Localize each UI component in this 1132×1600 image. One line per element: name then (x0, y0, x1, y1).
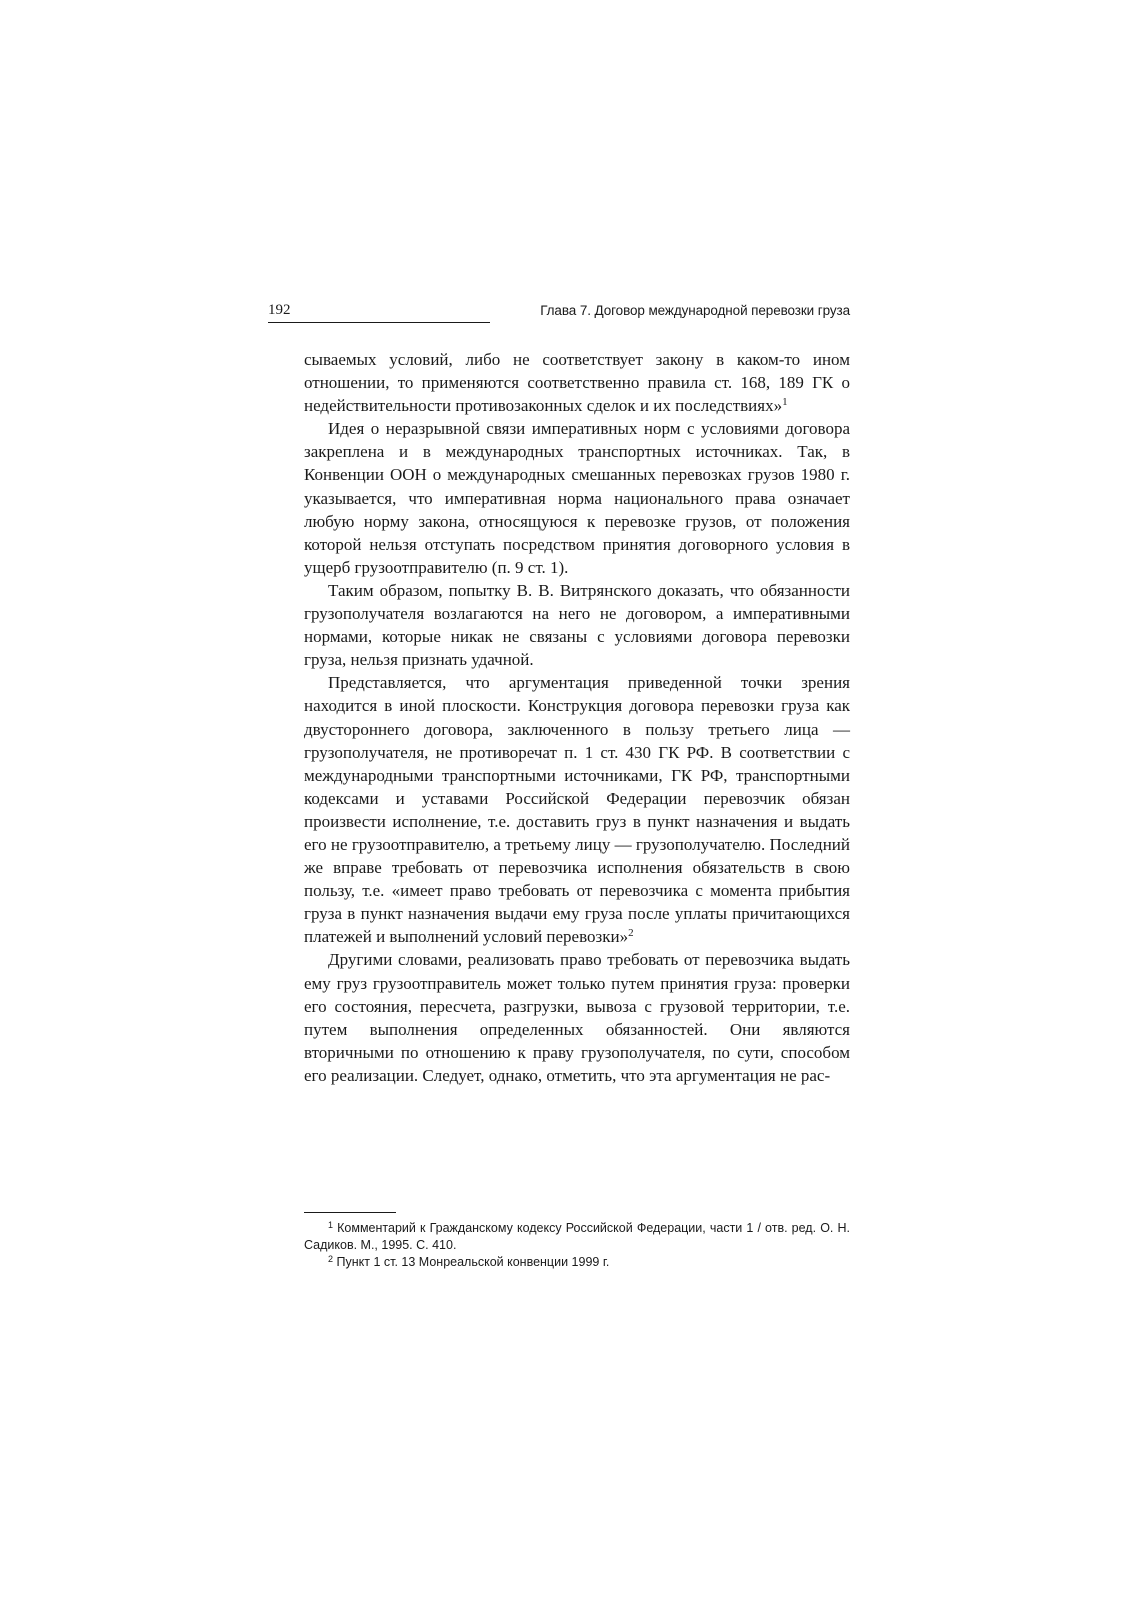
paragraph (304, 417, 850, 579)
footnote-mark: 1 (328, 1220, 334, 1230)
footnotes (304, 1220, 850, 1271)
paragraph-text: сываемых условий, либо не соответствует закону в каком-то ином отношении, то применяются соответственно правила ст. 168, 189 ГК о недействительности противозаконных сделок и их последствиях» (304, 350, 850, 416)
footnote (304, 1254, 850, 1271)
header-rule (268, 322, 490, 323)
chapter-title: Глава 7. Договор международной перевозки груза (540, 303, 850, 318)
footnote-separator (304, 1212, 396, 1213)
paragraph (304, 348, 850, 417)
page-number: 192 (268, 302, 291, 318)
footnote-mark: 2 (328, 1254, 334, 1264)
paragraph-text: Представляется, что аргументация приведенной точки зрения находится в иной плоскости. Конструкция договора перевозки груза как двустороннего договора, заключенного в пользу третьего лица — грузополучателя, не противоречат п. 1 ст. 430 ГК РФ. В соответствии с международными транспортными источниками, ГК РФ, транспортными кодексами и уставами Российской Федерации перевозчик обязан произвести исполнение, т.е. доставить груз в пункт назначения и выдать его не грузоотправителю, а третьему лицу — грузополучателю. Последний же вправе требовать от перевозчика исполнения обязательств в свою пользу, т.е. «имеет право требовать от перевозчика с момента прибытия груза в пункт назначения выдачи ему груза после уплаты причитающихся платежей и выполнений условий перевозки» (304, 673, 850, 947)
book-page (268, 300, 850, 1269)
footnote-text: Пункт 1 ст. 13 Монреальской конвенции 1999 г. (336, 1255, 610, 1269)
body-text (304, 348, 850, 1087)
footnote-ref: 1 (782, 396, 788, 409)
paragraph-text: Таким образом, попытку В. В. Витрянского доказать, что обязанности грузополучателя возлагаются на него не договором, а императивными нормами, которые никак не связаны с условиями договора перевозки груза, нельзя признать удачной. (304, 580, 850, 670)
paragraph-text: Идея о неразрывной связи императивных норм с условиями договора закреплена и в международных транспортных источниках. Так, в Конвенции ООН о международных смешанных перевозках грузов 1980 г. указывается, что императивная норма национального права означает любую норму закона, относящуюся к перевозке грузов, от положения которой нельзя отступать посредством принятия договорного условия в ущерб грузоотправителю (п. 9 ст. 1). (304, 419, 850, 577)
paragraph (304, 948, 850, 1087)
paragraph-text: Другими словами, реализовать право требовать от перевозчика выдать ему груз грузоотправитель может только путем принятия груза: проверки его состояния, пересчета, разгрузки, вывоза с грузовой территории, т.е. путем выполнения определенных обязанностей. Они являются вторичными по отношению к праву грузополучателя, по сути, способом его реализации. Следует, однако, отметить, что эта аргументация не рас- (304, 950, 850, 1085)
footnote-ref: 2 (628, 927, 634, 940)
footnote (304, 1220, 850, 1254)
footnote-text: Комментарий к Гражданскому кодексу Российской Федерации, части 1 / отв. ред. О. Н. Садиков. М., 1995. С. 410. (304, 1221, 850, 1252)
paragraph (304, 671, 850, 948)
running-head (268, 300, 850, 326)
paragraph (304, 579, 850, 671)
